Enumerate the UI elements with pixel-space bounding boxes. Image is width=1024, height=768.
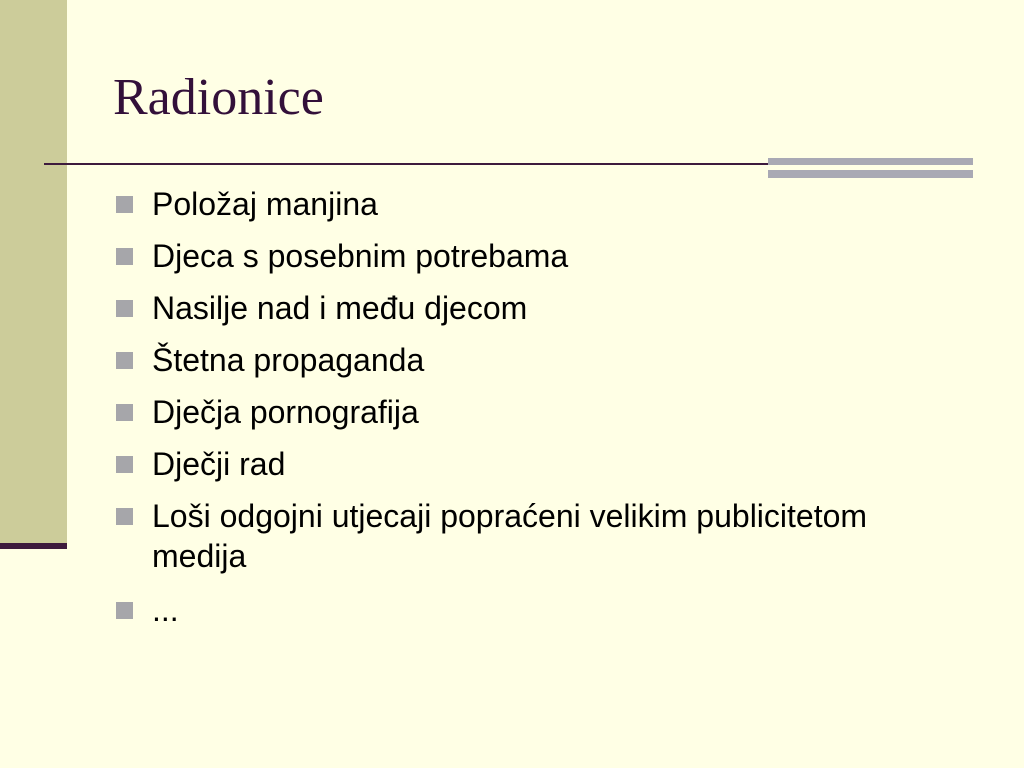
square-bullet-icon (116, 300, 133, 317)
square-bullet-icon (116, 196, 133, 213)
bullet-list (116, 184, 956, 642)
bullet-text: Loši odgojni utjecaji popraćeni velikim publicitetom medija (152, 498, 868, 574)
bullet-item (116, 236, 956, 276)
bullet-item (116, 288, 956, 328)
square-bullet-icon (116, 456, 133, 473)
left-decorative-band (0, 0, 67, 545)
title-underline (44, 163, 770, 165)
bullet-text: ... (152, 592, 179, 628)
bullet-item (116, 340, 956, 380)
title-rule-accent-bottom (768, 170, 973, 178)
bullet-item (116, 392, 956, 432)
bullet-text: Dječja pornografija (152, 394, 419, 430)
square-bullet-icon (116, 602, 133, 619)
bullet-item (116, 184, 956, 224)
square-bullet-icon (116, 404, 133, 421)
bullet-item (116, 444, 956, 484)
bullet-item (116, 496, 956, 576)
title-rule-accent-top (768, 158, 973, 165)
bullet-text: Nasilje nad i među djecom (152, 290, 528, 326)
slide-title: Radionice (113, 69, 324, 126)
bullet-item (116, 590, 956, 630)
left-band-accent-line (0, 543, 67, 549)
square-bullet-icon (116, 508, 133, 525)
bullet-text: Dječji rad (152, 446, 286, 482)
square-bullet-icon (116, 248, 133, 265)
bullet-text: Položaj manjina (152, 186, 378, 222)
bullet-text: Štetna propaganda (152, 342, 425, 378)
square-bullet-icon (116, 352, 133, 369)
bullet-text: Djeca s posebnim potrebama (152, 238, 569, 274)
